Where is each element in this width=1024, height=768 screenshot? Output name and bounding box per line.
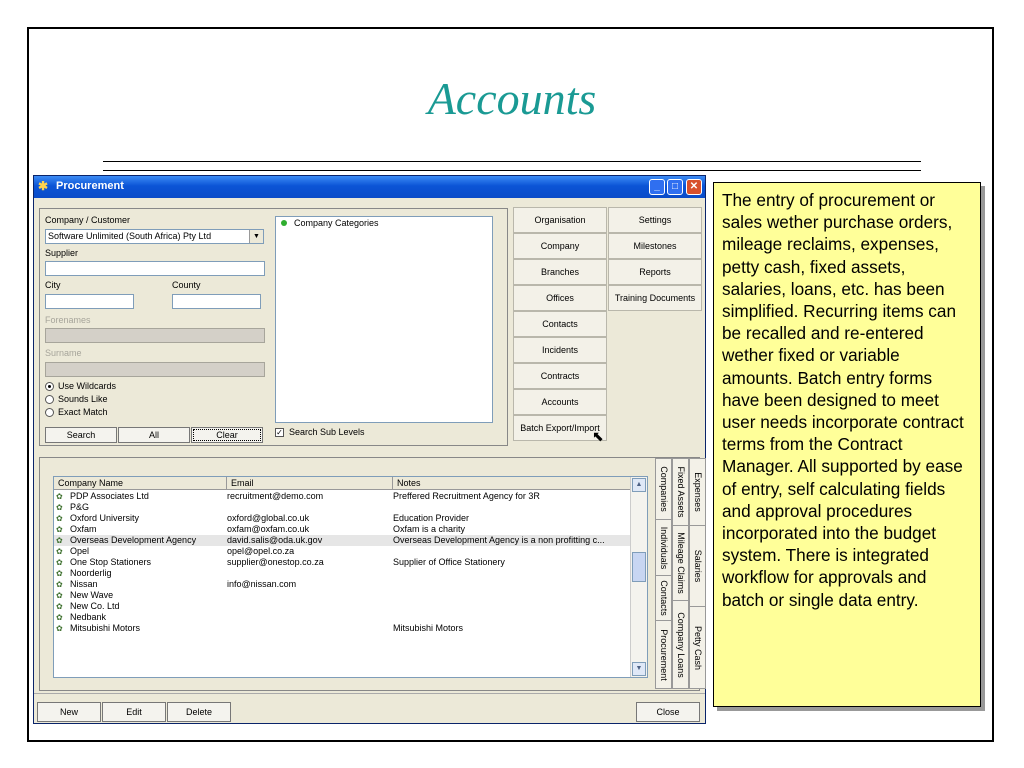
city-label: City [45, 280, 61, 290]
search-sub-levels-label: Search Sub Levels [289, 427, 365, 437]
new-button[interactable]: New [37, 702, 101, 722]
radio-exact-match[interactable] [45, 408, 54, 417]
cell-email: recruitment@demo.com [227, 491, 324, 501]
cell-notes: Education Provider [393, 513, 470, 523]
cell-email: oxfam@oxfam.co.uk [227, 524, 310, 534]
nav-company[interactable]: Company [513, 233, 607, 259]
table-row[interactable] [54, 568, 632, 579]
supplier-label: Supplier [45, 248, 79, 258]
column-header-email[interactable]: Email [227, 477, 393, 490]
company-icon: ✿ [56, 536, 63, 545]
scroll-up-icon[interactable]: ▲ [632, 478, 646, 492]
company-icon: ✿ [56, 525, 63, 534]
tab-label: Mileage Claims [675, 532, 686, 594]
cell-email: info@nissan.com [227, 579, 297, 589]
column-header-notes[interactable]: Notes [393, 477, 632, 490]
tab-label: Expenses [692, 472, 703, 512]
nav-incidents[interactable]: Incidents [513, 337, 607, 363]
forenames-label: Forenames [45, 315, 91, 325]
radio-use-wildcards[interactable] [45, 382, 54, 391]
nav-reports[interactable]: Reports [608, 259, 702, 285]
cell-company: Noorderlig [70, 568, 112, 578]
company-label: Company / Customer [45, 215, 131, 225]
cell-company: New Co. Ltd [70, 601, 120, 611]
company-combo[interactable] [45, 229, 264, 244]
cell-notes: Preffered Recruitment Agency for 3R [393, 491, 540, 501]
table-row[interactable] [54, 502, 632, 513]
city-field[interactable] [45, 294, 134, 309]
close-button[interactable]: Close [636, 702, 700, 722]
slide-title: Accounts [427, 73, 597, 124]
cell-company: P&G [70, 502, 90, 512]
cell-company: Nedbank [70, 612, 107, 622]
mouse-cursor-icon: ⬉ [592, 428, 604, 444]
nav-branches[interactable]: Branches [513, 259, 607, 285]
company-icon: ✿ [56, 558, 63, 567]
tab-company-loans[interactable] [672, 600, 689, 689]
company-icon: ✿ [56, 580, 63, 589]
search-sub-levels-checkbox[interactable]: ✓ [276, 428, 283, 437]
tab-label: Company Loans [675, 611, 686, 678]
tab-label: Salaries [692, 549, 703, 583]
cell-notes: Oxfam is a charity [393, 524, 466, 534]
table-row[interactable] [54, 524, 632, 535]
company-icon: ✿ [56, 591, 63, 600]
supplier-field[interactable] [45, 261, 265, 276]
cell-company: Oxfam [70, 524, 97, 534]
company-icon: ✿ [56, 514, 63, 523]
close-window-button[interactable]: ✕ [686, 179, 702, 195]
nav-training-documents[interactable]: Training Documents [608, 285, 702, 311]
table-row[interactable] [54, 557, 632, 568]
search-button[interactable]: Search [45, 427, 117, 443]
nav-batch-export-import[interactable]: Batch Export/Import [513, 415, 607, 441]
delete-button[interactable]: Delete [167, 702, 231, 722]
cell-email: supplier@onestop.co.za [227, 557, 324, 567]
minimize-button[interactable]: _ [649, 179, 665, 195]
nav-contracts[interactable]: Contracts [513, 363, 607, 389]
table-row[interactable] [54, 535, 632, 546]
cell-notes: Supplier of Office Stationery [393, 557, 505, 567]
tab-label: Contacts [658, 580, 669, 616]
cell-company: Nissan [70, 579, 98, 589]
tree-node-icon [281, 220, 287, 226]
tab-label: Petty Cash [692, 625, 703, 670]
clear-button[interactable]: Clear [191, 427, 263, 443]
all-button[interactable]: All [118, 427, 190, 443]
cell-notes: Mitsubishi Motors [393, 623, 464, 633]
cell-company: New Wave [70, 590, 114, 600]
cell-company: One Stop Stationers [70, 557, 152, 567]
table-row[interactable] [54, 590, 632, 601]
cell-email: david.salis@oda.uk.gov [227, 535, 323, 545]
title-divider-top [103, 161, 921, 162]
tab-label: Fixed Assets [675, 466, 686, 518]
cell-email: opel@opel.co.za [227, 546, 295, 556]
nav-organisation[interactable]: Organisation [513, 207, 607, 233]
company-icon: ✿ [56, 602, 63, 611]
company-icon: ✿ [56, 624, 63, 633]
table-row[interactable] [54, 491, 632, 502]
company-icon: ✿ [56, 547, 63, 556]
chevron-down-icon[interactable]: ▼ [249, 230, 263, 243]
tab-expenses[interactable] [689, 458, 706, 526]
window-titlebar[interactable] [34, 176, 705, 198]
cell-company: Mitsubishi Motors [70, 623, 141, 633]
county-label: County [172, 280, 201, 290]
tab-label: Companies [658, 466, 669, 512]
app-icon: ✱ [38, 179, 49, 193]
cell-company: PDP Associates Ltd [70, 491, 149, 501]
description-note: The entry of procurement or sales wether purchase orders, mileage reclaims, expenses, petty cash, fixed assets, salaries, loans, etc. has been simplified. Recurring items can be recalled and re-entered wether fixed or variable amounts. Batch entry forms have been designed to meet user needs incorporate contract terms from the Contract Manager. All supported by ease of entry, self calculating fields and approval procedures incorporated into the budget system. There is integrated workflow for approvals and batch or single data entry. [713, 182, 981, 707]
radio-sounds-like[interactable] [45, 395, 54, 404]
nav-settings[interactable]: Settings [608, 207, 702, 233]
county-field[interactable] [172, 294, 261, 309]
tab-procurement[interactable] [655, 620, 672, 689]
cell-company: Opel [70, 546, 90, 556]
category-tree[interactable] [275, 216, 493, 423]
column-header-company[interactable]: Company Name [54, 477, 227, 490]
company-icon: ✿ [56, 503, 63, 512]
radio-label: Sounds Like [58, 394, 108, 404]
nav-milestones[interactable]: Milestones [608, 233, 702, 259]
table-row[interactable] [54, 623, 632, 634]
table-row[interactable] [54, 546, 632, 557]
cell-company: Oxford University [70, 513, 140, 523]
tab-salaries[interactable] [689, 525, 706, 607]
surname-field [45, 362, 265, 377]
maximize-button[interactable]: □ [667, 179, 683, 195]
table-row[interactable] [54, 601, 632, 612]
forenames-field [45, 328, 265, 343]
list-scrollbar[interactable] [630, 477, 647, 677]
radio-label: Use Wildcards [58, 381, 117, 391]
window-title: Procurement [56, 180, 124, 192]
company-combo-value: Software Unlimited (South Africa) Pty Ltd [48, 231, 212, 241]
radio-label: Exact Match [58, 407, 108, 417]
cell-notes: Overseas Development Agency is a non profitting c... [393, 535, 605, 545]
surname-label: Surname [45, 348, 82, 358]
cell-email: oxford@global.co.uk [227, 513, 310, 523]
tab-contacts[interactable] [655, 575, 672, 621]
tab-label: Procurement [658, 628, 669, 681]
tree-root-label[interactable]: Company Categories [294, 218, 379, 228]
table-row[interactable] [54, 612, 632, 623]
tab-companies[interactable] [655, 458, 672, 520]
tab-fixed-assets[interactable] [672, 458, 689, 526]
tab-label: Individuals [658, 526, 669, 569]
company-list[interactable] [53, 476, 648, 678]
procurement-window [33, 175, 706, 724]
scroll-down-icon[interactable]: ▼ [632, 662, 646, 676]
company-icon: ✿ [56, 569, 63, 578]
tab-individuals[interactable] [655, 519, 672, 576]
company-icon: ✿ [56, 492, 63, 501]
edit-button[interactable]: Edit [102, 702, 166, 722]
cell-company: Overseas Development Agency [70, 535, 197, 545]
table-row[interactable] [54, 579, 632, 590]
tab-petty-cash[interactable] [689, 606, 706, 689]
scroll-thumb[interactable] [632, 552, 646, 582]
tab-mileage-claims[interactable] [672, 525, 689, 601]
company-icon: ✿ [56, 613, 63, 622]
nav-offices[interactable]: Offices [513, 285, 607, 311]
nav-accounts[interactable]: Accounts [513, 389, 607, 415]
title-divider-bottom [103, 170, 921, 171]
nav-contacts[interactable]: Contacts [513, 311, 607, 337]
table-row[interactable] [54, 513, 632, 524]
